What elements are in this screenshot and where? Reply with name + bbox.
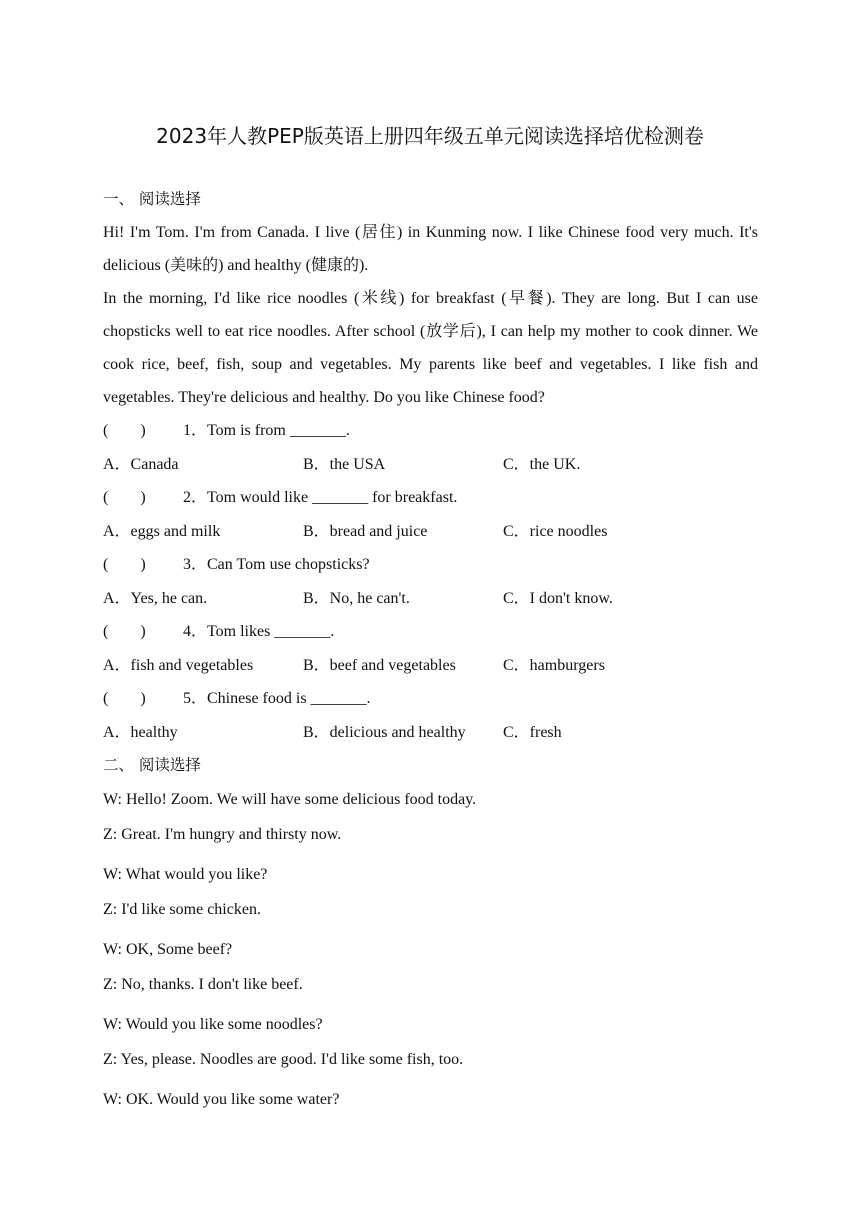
question-text: 5．Chinese food is _______.	[183, 690, 371, 707]
dialogue-line: W: OK. Would you like some water?	[103, 1091, 340, 1108]
section-1	[103, 183, 758, 1117]
question-text: 1．Tom is from _______.	[183, 422, 350, 439]
dialogue-line: W: Hello! Zoom. We will have some delicious food today.	[103, 791, 477, 808]
option-row	[103, 447, 758, 481]
option-b[interactable]: B．bread and juice	[303, 522, 428, 540]
passage-paragraph-1: Hi! I'm Tom. I'm from Canada. I live (居住) in Kunming now. I like Chinese food very much. It's delicious (美味的) and healthy (健康的).	[103, 224, 758, 274]
dialogue-line: Z: Yes, please. Noodles are good. I'd like some fish, too.	[103, 1051, 464, 1068]
question-list	[103, 414, 758, 749]
dialogue-line: W: What would you like?	[103, 866, 268, 883]
option-c[interactable]: C．hamburgers	[503, 656, 605, 674]
option-c[interactable]: C．I don't know.	[503, 589, 613, 607]
answer-blank[interactable]: ( )	[103, 556, 146, 573]
question-stem	[103, 414, 758, 447]
dialogue-line: Z: I'd like some chicken.	[103, 901, 261, 918]
option-a[interactable]: A．fish and vegetables	[103, 656, 254, 674]
question-item	[103, 481, 758, 548]
question-stem	[103, 548, 758, 581]
question-item	[103, 548, 758, 615]
option-b[interactable]: B．No, he can't.	[303, 589, 410, 607]
answer-blank[interactable]: ( )	[103, 489, 146, 506]
option-a[interactable]: A．eggs and milk	[103, 522, 221, 540]
option-row	[103, 514, 758, 548]
dialogue-line: Z: Great. I'm hungry and thirsty now.	[103, 826, 342, 843]
question-text: 3．Can Tom use chopsticks?	[183, 556, 370, 573]
dialogue	[103, 782, 758, 1117]
option-c[interactable]: C．fresh	[503, 723, 562, 741]
question-item	[103, 615, 758, 682]
option-b[interactable]: B．beef and vegetables	[303, 656, 456, 674]
page-title: 2023年人教PEP版英语上册四年级五单元阅读选择培优检测卷	[156, 124, 704, 148]
answer-blank[interactable]: ( )	[103, 422, 146, 439]
section-1-heading: 一、 阅读选择	[103, 190, 201, 208]
option-a[interactable]: A．Yes, he can.	[103, 589, 208, 607]
dialogue-line: W: Would you like some noodles?	[103, 1016, 323, 1033]
answer-blank[interactable]: ( )	[103, 690, 146, 707]
option-c[interactable]: C．the UK.	[503, 455, 581, 473]
passage-paragraph-2: In the morning, I'd like rice noodles (米线) for breakfast (早餐). They are long. But I can use chopsticks well to eat rice noodles. After school (放学后), I can help my mother to cook dinner. We cook rice, beef, fish, soup and vegetables. My parents like beef and vegetables. I like fish and vegetables. They're delicious and healthy. Do you like Chinese food?	[103, 290, 758, 406]
question-stem	[103, 615, 758, 648]
question-item	[103, 682, 758, 749]
question-text: 4．Tom likes _______.	[183, 623, 335, 640]
question-text: 2．Tom would like _______ for breakfast.	[183, 489, 458, 506]
option-row	[103, 648, 758, 682]
dialogue-line: Z: No, thanks. I don't like beef.	[103, 976, 303, 993]
option-b[interactable]: B．the USA	[303, 455, 386, 473]
question-item	[103, 414, 758, 481]
question-stem	[103, 682, 758, 715]
option-row	[103, 715, 758, 749]
dialogue-line: W: OK, Some beef?	[103, 941, 233, 958]
answer-blank[interactable]: ( )	[103, 623, 146, 640]
option-a[interactable]: A．healthy	[103, 723, 178, 741]
option-c[interactable]: C．rice noodles	[503, 522, 608, 540]
option-b[interactable]: B．delicious and healthy	[303, 723, 466, 741]
section-2-heading: 二、 阅读选择	[103, 756, 201, 774]
question-stem	[103, 481, 758, 514]
option-row	[103, 581, 758, 615]
option-a[interactable]: A．Canada	[103, 455, 179, 473]
